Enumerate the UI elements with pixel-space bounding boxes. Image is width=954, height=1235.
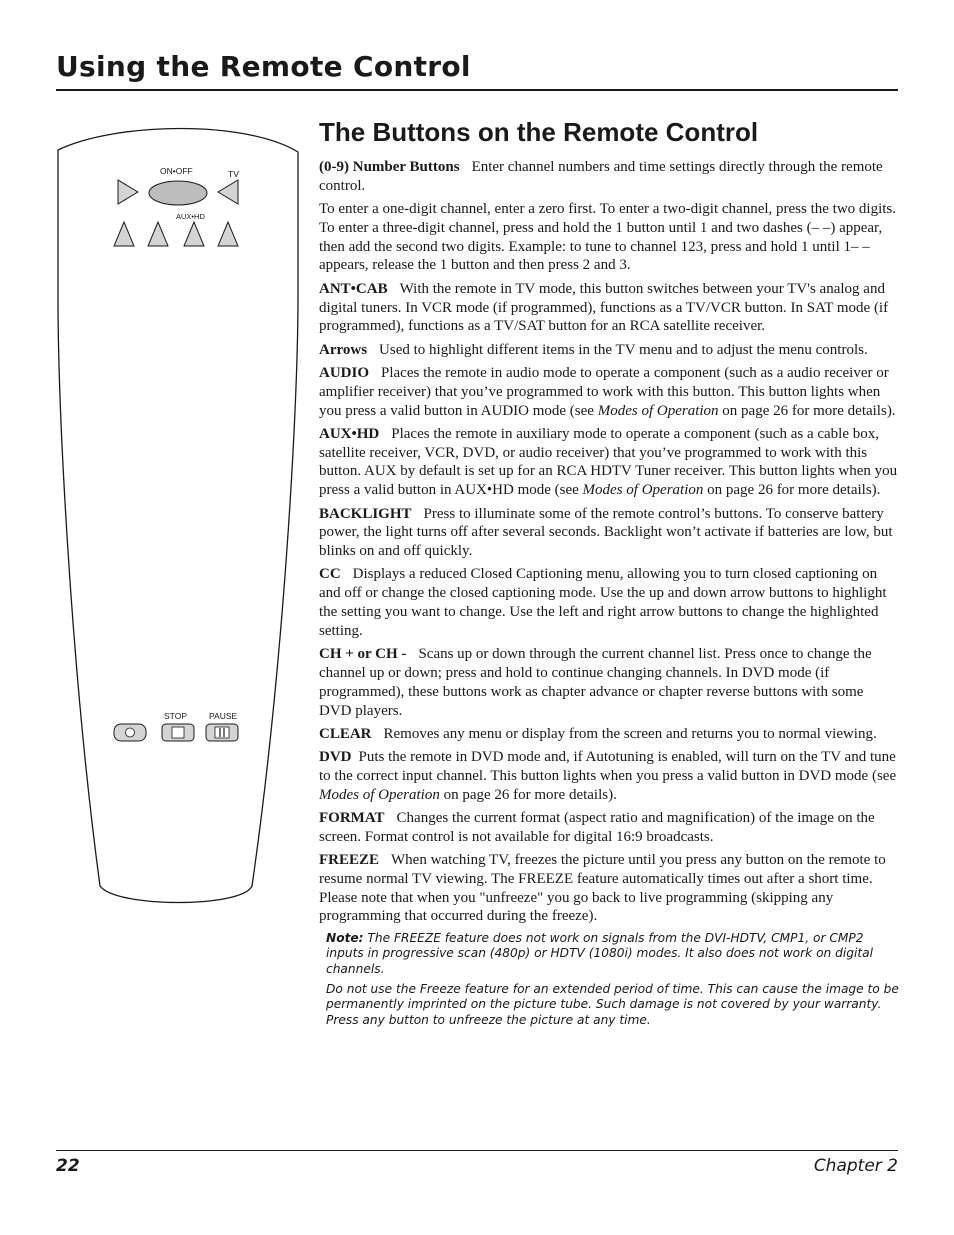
entry-text: With the remote in TV mode, this button switches between your TV's analog and digital tuners. In VCR mode (if programmed), functions as a TV/VCR button. In SAT mode (if programmed), functions as a TV/SAT button for an RCA satellite receiver. <box>319 280 889 335</box>
entry-text: Press to illuminate some of the remote control’s buttons. To conserve battery power, the light turns off after several seconds. Backlight won’t activate if batteries are low, but blinks on and off quickly. <box>319 505 893 560</box>
entry-format <box>319 809 899 847</box>
entry-reference: Modes of Operation <box>582 482 704 499</box>
entry-term: AUDIO <box>319 364 370 381</box>
note-label: Note: <box>326 930 364 945</box>
power-button[interactable] <box>149 181 207 205</box>
aux-hd-label: AUX•HD <box>176 212 205 221</box>
entry-arrows <box>319 341 899 360</box>
footer-rule <box>56 1150 898 1151</box>
entry-reference: Modes of Operation <box>319 786 440 803</box>
entry-text: Places the remote in auxiliary mode to operate a component (such as a cable box, satellite receiver, VCR, DVD, or audio receiver) that you’ve programmed to work with this button. AUX by default is set up for an RCA HDTV Tuner receiver. This button lights when you press a valid button in AUX•HD mode (see <box>319 425 898 499</box>
record-icon <box>126 728 135 737</box>
chapter-label: Chapter 2 <box>813 1156 898 1176</box>
note-text: The FREEZE feature does not work on signals from the DVI-HDTV, CMP1, or CMP2 inputs in progressive scan (480p) or HDTV (1080i) modes. It also does not work on digital channels. <box>326 930 873 976</box>
section-title: The Buttons on the Remote Control <box>319 117 759 147</box>
entry-term: CLEAR <box>319 725 372 742</box>
entry-term: FREEZE <box>319 852 380 869</box>
entry-term: Arrows <box>319 341 368 358</box>
entry-ch <box>319 645 899 720</box>
entry-text: Displays a reduced Closed Captioning menu, allowing you to turn closed captioning on and off or change the closed captioning mode. Use the up and down arrow buttons to highlight the setting you want to change. Use the left and right arrow buttons to change the highlighted setting. <box>319 566 887 639</box>
remote-illustration <box>56 118 300 918</box>
header-rule <box>56 89 898 91</box>
entry-aux-hd <box>319 425 899 500</box>
entry-text-tail: on page 26 for more details). <box>439 786 617 803</box>
on-off-label: ON•OFF <box>160 166 193 176</box>
note-paragraph-2 <box>326 982 899 1029</box>
entry-text: Changes the current format (aspect ratio and magnification) of the image on the screen. Format control is not available for digital 16:9 broadcasts. <box>319 810 875 845</box>
stop-label: STOP <box>164 711 187 721</box>
entry-text: When watching TV, freezes the picture until you press any button on the remote to resume normal TV viewing. The FREEZE feature automatically times out after a short time. Please note that when you "unfreeze" you go back to live programming (skipping any programming that occurred during the freeze). <box>319 852 886 925</box>
entry-cc <box>319 565 899 640</box>
note-text: Do not use the Freeze feature for an extended period of time. This can cause the image to be permanently imprinted on the picture tube. Such damage is not covered by your warranty. Press any button to unfreeze the picture at any time. <box>326 981 899 1027</box>
freeze-note <box>326 931 899 1029</box>
tv-label: TV <box>228 169 239 179</box>
entry-text-tail: on page 26 for more details). <box>718 402 896 419</box>
entry-term: CH + or CH - <box>319 646 407 663</box>
stop-icon <box>172 727 184 738</box>
entry-term: FORMAT <box>319 810 385 826</box>
entry-text: To enter a one-digit channel, enter a zero first. To enter a two-digit channel, press the two digits. To enter a three-digit channel, press and hold the 1 button until 1 and two dashes (– –) appear, then add the second two digits. Example: to tune to channel 123, press and hold 1 until 1– – appears, release the 1 button and then press 2 and 3. <box>319 201 897 274</box>
note-paragraph-1 <box>326 931 899 978</box>
entry-term: CC <box>319 566 341 583</box>
entry-term: AUX•HD <box>319 425 380 442</box>
entry-backlight <box>319 505 899 561</box>
entry-clear <box>319 725 899 744</box>
page-header-title: Using the Remote Control <box>56 50 471 83</box>
entry-text: Used to highlight different items in the TV menu and to adjust the menu controls. <box>379 341 868 358</box>
entry-dvd <box>319 748 899 804</box>
entry-term: (0-9) Number Buttons <box>319 159 460 175</box>
pause-label: PAUSE <box>209 711 238 721</box>
remote-outline <box>56 118 300 918</box>
entry-term: BACKLIGHT <box>319 505 412 522</box>
entry-text: Removes any menu or display from the screen and returns you to normal viewing. <box>383 725 877 742</box>
pause-icon <box>215 727 229 738</box>
entry-freeze <box>319 851 899 926</box>
entry-ant-cab <box>319 280 899 336</box>
entry-digit-instructions <box>319 200 899 275</box>
entry-text-tail: on page 26 for more details). <box>703 482 881 499</box>
entry-reference: Modes of Operation <box>597 402 719 419</box>
entry-term: DVD <box>319 749 352 766</box>
entry-audio <box>319 364 899 420</box>
page-number: 22 <box>56 1156 80 1176</box>
entry-text: Scans up or down through the current channel list. Press once to change the channel up or down; press and hold to continue changing channels. In DVD mode (if programmed), these buttons work as chapter advance or chapter reverse buttons with some DVD players. <box>319 646 872 719</box>
entry-text: Enter channel numbers and time settings directly through the remote control. <box>319 159 883 194</box>
entry-number-buttons <box>319 158 899 196</box>
buttons-description <box>319 158 899 1032</box>
entry-text: Places the remote in audio mode to operate a component (such as a audio receiver or amplifier receiver) that you’ve programmed to work with this button. This button lights when you press a valid button in AUDIO mode (see <box>319 364 889 419</box>
entry-term: ANT•CAB <box>319 280 388 297</box>
entry-text: Puts the remote in DVD mode and, if Autotuning is enabled, will turn on the TV and tune to the correct input channel. This button lights when you press a valid button in DVD mode (see <box>319 749 897 784</box>
